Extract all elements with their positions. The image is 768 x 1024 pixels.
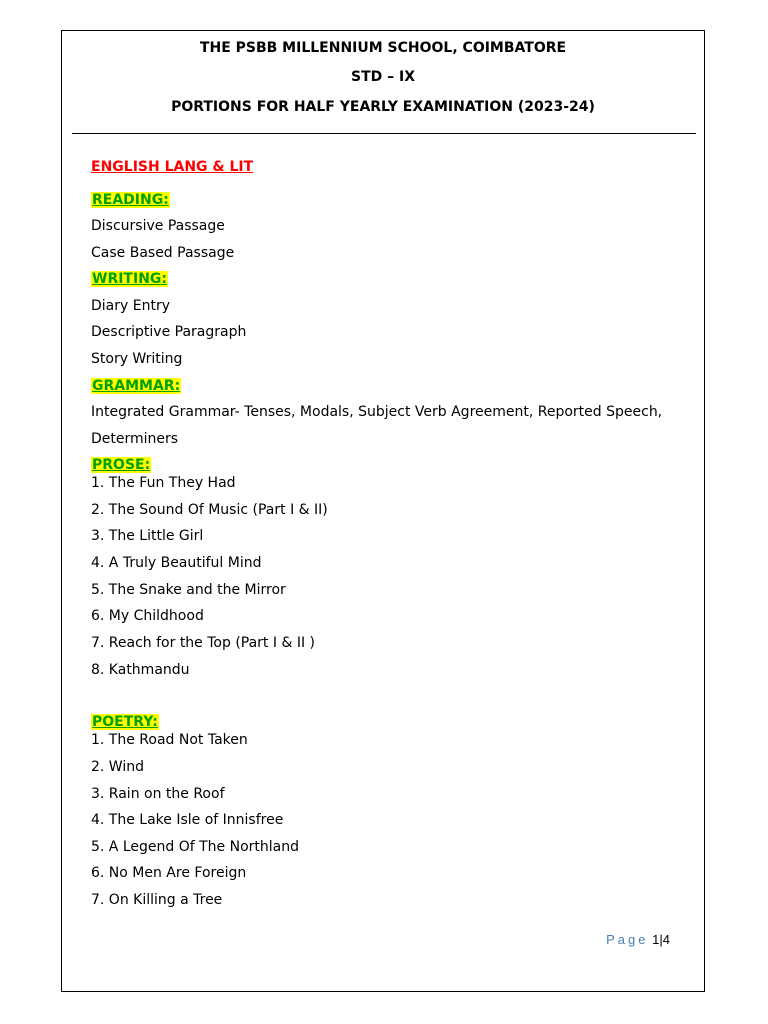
prose-heading: PROSE: <box>92 457 151 473</box>
total-pages: 4 <box>662 932 670 947</box>
page-separator: | <box>659 932 663 947</box>
page-footer <box>606 931 670 949</box>
grammar-heading: GRAMMAR: <box>92 378 181 394</box>
grade-label: STD – IX <box>350 69 415 85</box>
writing-heading: WRITING: <box>92 271 167 287</box>
page-number: 1 <box>652 932 660 947</box>
list-item: Discursive Passage <box>91 218 225 234</box>
poetry-heading-line <box>91 713 159 731</box>
exam-title: PORTIONS FOR HALF YEARLY EXAMINATION (2023-24) <box>171 99 595 115</box>
list-item: 4. The Lake Isle of Innisfree <box>91 812 284 828</box>
subject-heading <box>91 158 253 176</box>
list-item: 5. The Snake and the Mirror <box>91 582 286 598</box>
list-item: 7. On Killing a Tree <box>91 892 223 908</box>
list-item: 8. Kathmandu <box>91 662 190 678</box>
list-item: Descriptive Paragraph <box>91 324 247 340</box>
list-item: 4. A Truly Beautiful Mind <box>91 555 262 571</box>
list-item: 7. Reach for the Top (Part I & II ) <box>91 635 315 651</box>
list-item: 2. The Sound Of Music (Part I & II) <box>91 502 328 518</box>
poetry-heading: POETRY: <box>92 714 158 730</box>
list-item: 6. My Childhood <box>91 608 204 624</box>
prose-heading-line <box>91 456 151 474</box>
list-item: 5. A Legend Of The Northland <box>91 839 299 855</box>
grammar-heading-line <box>91 377 181 395</box>
reading-heading-line <box>91 191 170 209</box>
list-item: 3. Rain on the Roof <box>91 786 225 802</box>
reading-heading: READING: <box>92 192 169 208</box>
list-item: 2. Wind <box>91 759 144 775</box>
page-word: Page <box>606 932 649 947</box>
list-item: 6. No Men Are Foreign <box>91 865 247 881</box>
header-divider <box>72 133 696 134</box>
list-item: 1. The Fun They Had <box>91 475 236 491</box>
list-item: 3. The Little Girl <box>91 528 204 544</box>
writing-heading-line <box>91 270 168 288</box>
list-item: Diary Entry <box>91 298 170 314</box>
grammar-line: Integrated Grammar- Tenses, Modals, Subject Verb Agreement, Reported Speech, <box>91 404 663 420</box>
list-item: Case Based Passage <box>91 245 235 261</box>
list-item: 1. The Road Not Taken <box>91 732 248 748</box>
list-item: Story Writing <box>91 351 183 367</box>
subject-title: ENGLISH LANG & LIT <box>91 159 254 175</box>
school-name: THE PSBB MILLENNIUM SCHOOL, COIMBATORE <box>199 40 567 56</box>
grammar-line: Determiners <box>91 431 179 447</box>
